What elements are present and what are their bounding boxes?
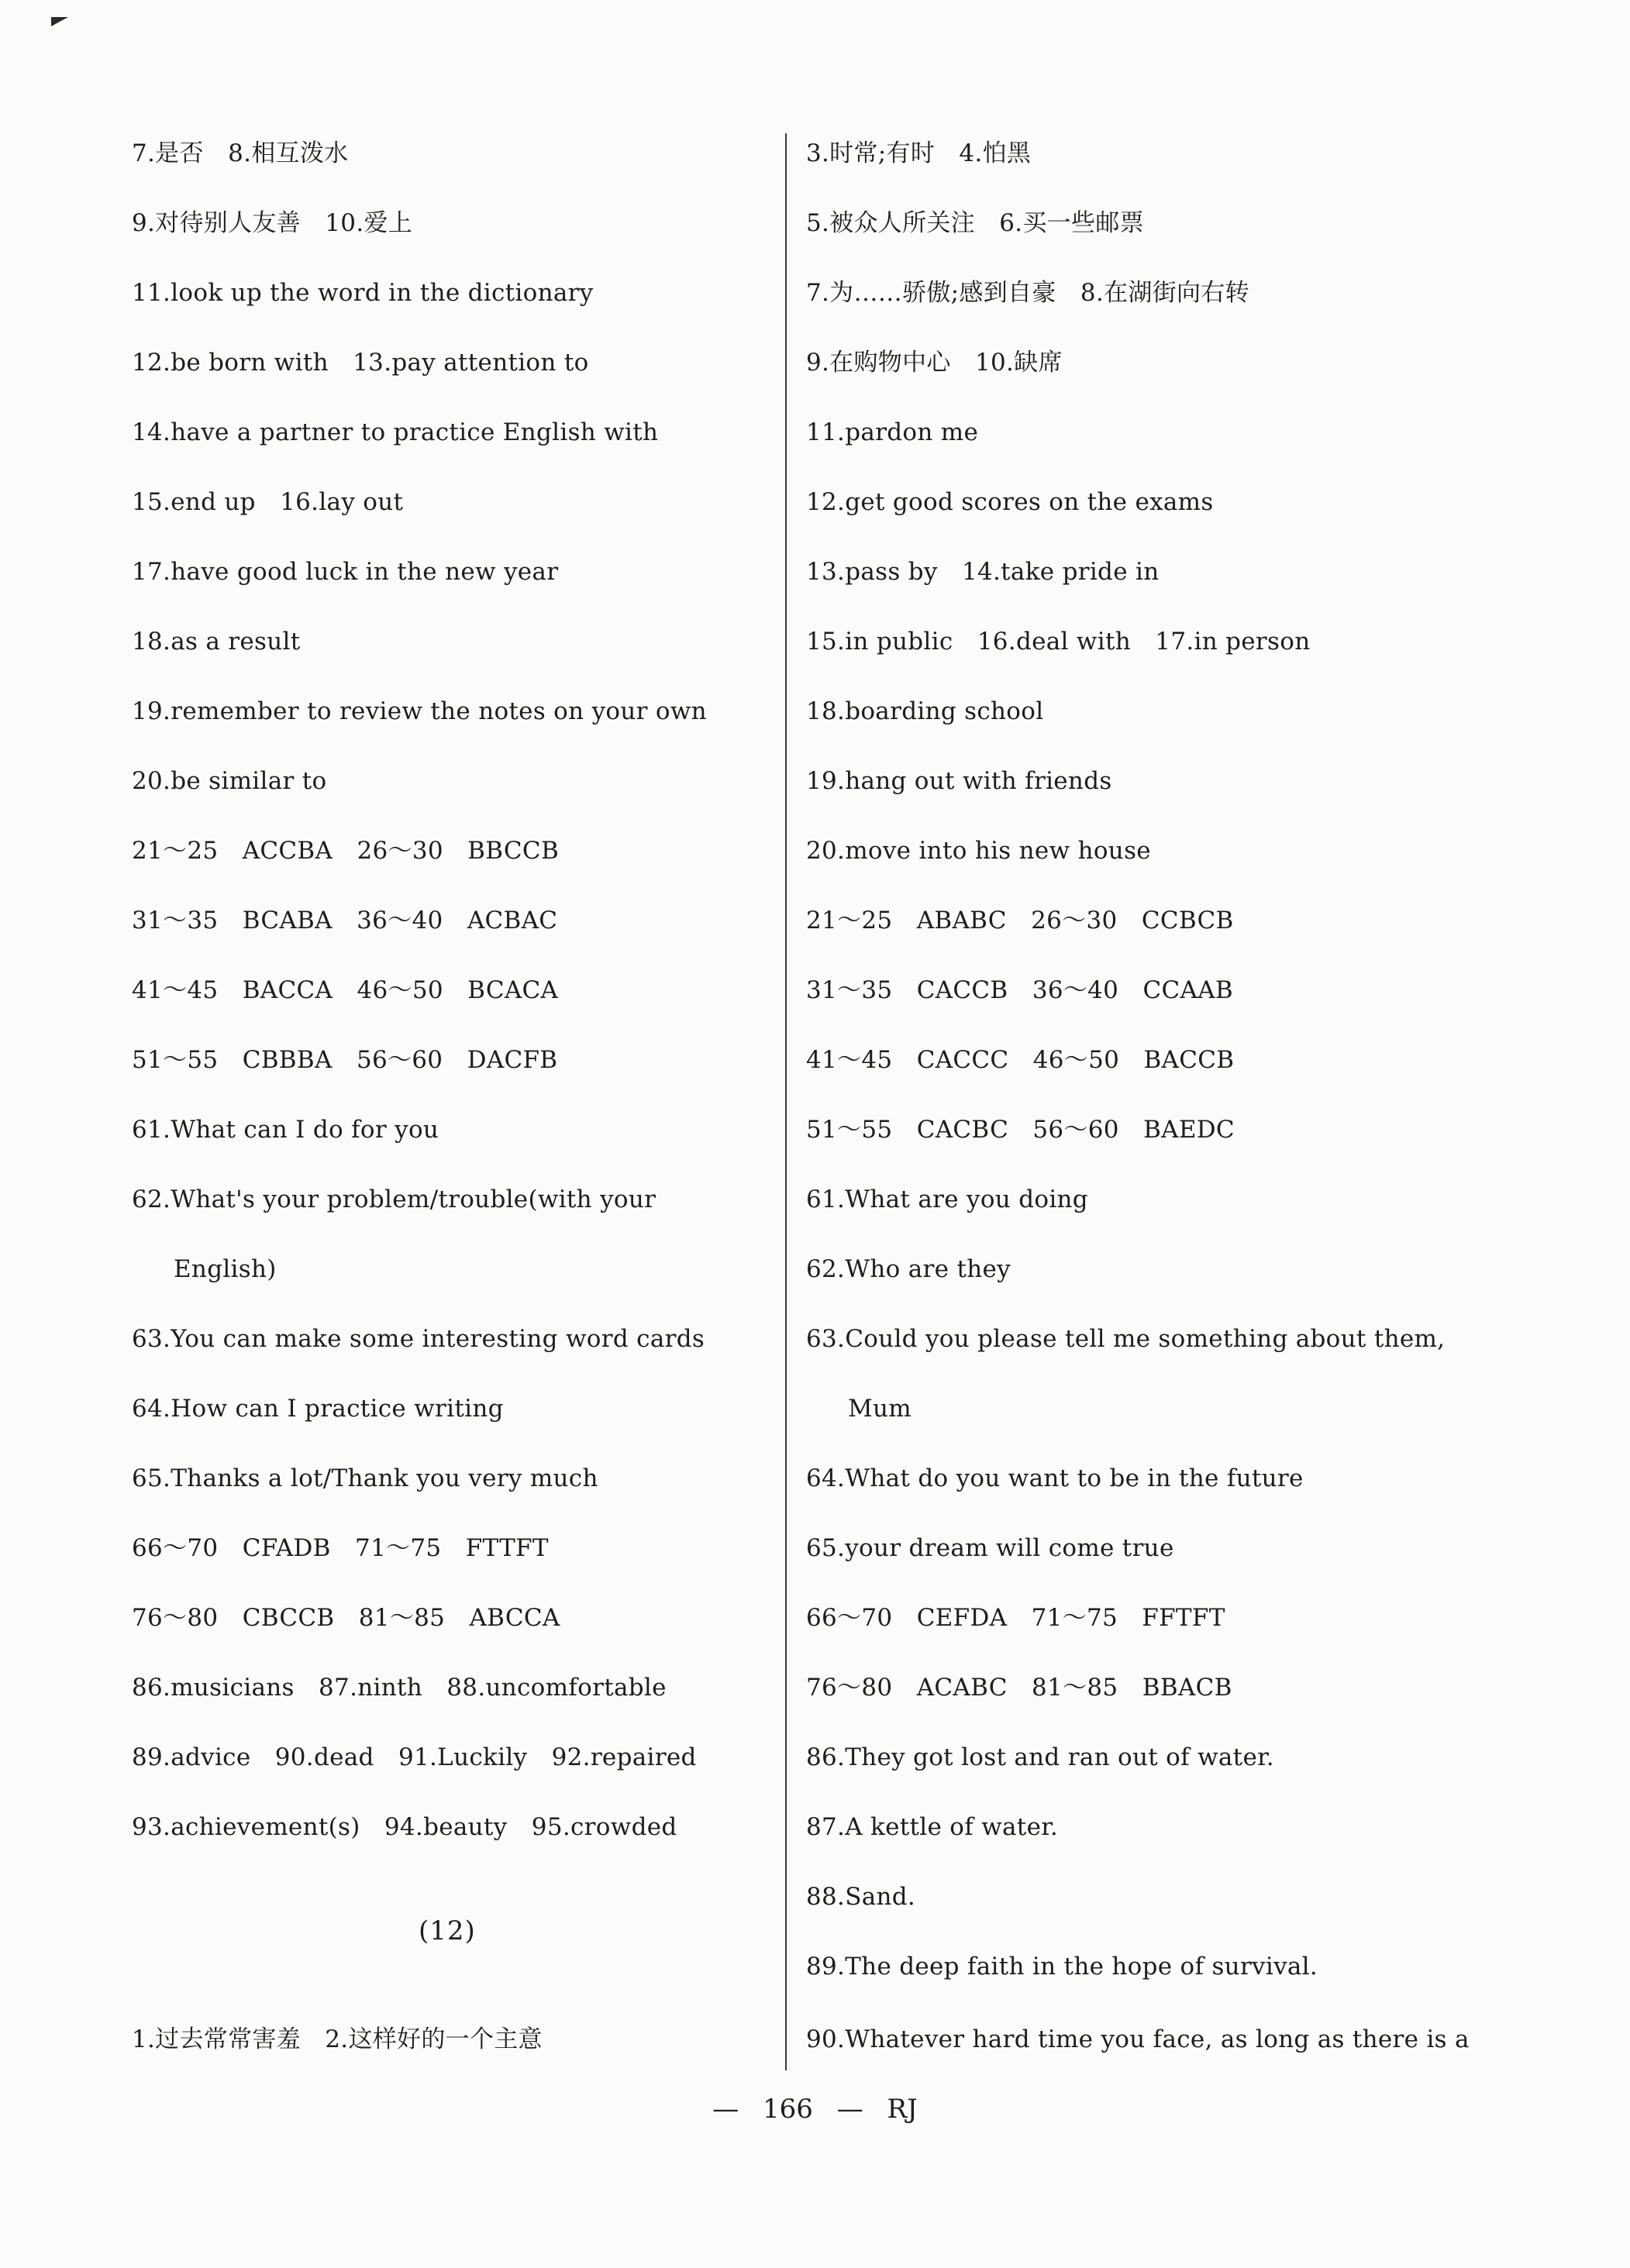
answer-line: 51～55 CBBBA 56～60 DACFB: [132, 1046, 558, 1074]
answer-line: 62.What's your problem/trouble(with your: [132, 1186, 656, 1213]
answer-line: 51～55 CACBC 56～60 BAEDC: [806, 1116, 1235, 1144]
answer-line: 15.end up 16.lay out: [132, 488, 404, 516]
answer-line: 65.Thanks a lot/Thank you very much: [132, 1464, 598, 1492]
answer-line: 65.your dream will come true: [806, 1534, 1174, 1562]
edition-mark: RJ: [887, 2094, 918, 2125]
answer-line: 21～25 ABABC 26～30 CCBCB: [806, 907, 1234, 934]
answer-line: 20.move into his new house: [806, 837, 1151, 865]
answer-line: 9.对待别人友善 10.爱上: [132, 209, 413, 237]
answer-line: 7.是否 8.相互泼水: [132, 139, 349, 167]
answer-line: 19.remember to review the notes on your own: [132, 697, 707, 725]
answer-line: 61.What can I do for you: [132, 1116, 439, 1144]
left-answer-column: [132, 0, 775, 2092]
answer-line: 41～45 CACCC 46～50 BACCB: [806, 1046, 1235, 1074]
answer-line: 88.Sand.: [806, 1883, 916, 1911]
section-title: (12): [419, 1915, 476, 1946]
answer-line: 31～35 BCABA 36～40 ACBAC: [132, 907, 558, 934]
answer-line: 86.They got lost and ran out of water.: [806, 1743, 1274, 1771]
answer-line: 11.look up the word in the dictionary: [132, 279, 594, 307]
answer-line: 11.pardon me: [806, 418, 979, 446]
answer-line: 3.时常;有时 4.怕黑: [806, 139, 1032, 167]
answer-line: 66～70 CEFDA 71～75 FFTFT: [806, 1604, 1225, 1632]
answer-line: 76～80 ACABC 81～85 BBACB: [806, 1674, 1232, 1702]
answer-line: 18.as a result: [132, 628, 301, 656]
answer-line: 66～70 CFADB 71～75 FTTFT: [132, 1534, 549, 1562]
footer-dash-left: —: [712, 2094, 739, 2125]
answer-line: 87.A kettle of water.: [806, 1813, 1059, 1841]
answer-line: 62.Who are they: [806, 1255, 1011, 1283]
answer-line: 18.boarding school: [806, 697, 1044, 725]
answer-line: 63.You can make some interesting word cards: [132, 1325, 705, 1353]
answer-line: 13.pass by 14.take pride in: [806, 558, 1160, 586]
answer-line: English): [174, 1255, 277, 1283]
footer-dash-right: —: [836, 2094, 863, 2125]
answer-line: 63.Could you please tell me something about them,: [806, 1325, 1446, 1353]
corner-mark: [51, 17, 68, 26]
answer-line: 15.in public 16.deal with 17.in person: [806, 628, 1311, 656]
answer-line: 1.过去常常害羞 2.这样好的一个主意: [132, 2025, 543, 2053]
answer-line: 21～25 ACCBA 26～30 BBCCB: [132, 837, 560, 865]
answer-line: 14.have a partner to practice English with: [132, 418, 659, 446]
answer-line: 5.被众人所关注 6.买一些邮票: [806, 209, 1144, 237]
answer-line: 12.get good scores on the exams: [806, 488, 1214, 516]
answer-line: 61.What are you doing: [806, 1186, 1088, 1213]
answer-line: 64.How can I practice writing: [132, 1395, 504, 1423]
answer-line: 64.What do you want to be in the future: [806, 1464, 1304, 1492]
answer-line: 41～45 BACCA 46～50 BCACA: [132, 976, 559, 1004]
answer-line: 86.musicians 87.ninth 88.uncomfortable: [132, 1674, 667, 1702]
answer-line: 31～35 CACCB 36～40 CCAAB: [806, 976, 1234, 1004]
page-number: 166: [763, 2094, 813, 2125]
answer-line: 93.achievement(s) 94.beauty 95.crowded: [132, 1813, 677, 1841]
column-divider: [785, 133, 787, 2070]
answer-line: 90.Whatever hard time you face, as long as there is a: [806, 2025, 1470, 2053]
page-footer: [0, 2092, 1630, 2126]
answer-line: 12.be born with 13.pay attention to: [132, 349, 589, 377]
answer-line: 76～80 CBCCB 81～85 ABCCA: [132, 1604, 560, 1632]
answer-line: 7.为……骄傲;感到自豪 8.在湖街向右转: [806, 279, 1249, 307]
answer-line: 17.have good luck in the new year: [132, 558, 559, 586]
right-answer-column: [806, 0, 1488, 2092]
answer-line: 89.advice 90.dead 91.Luckily 92.repaired: [132, 1743, 697, 1771]
answer-line: 20.be similar to: [132, 767, 327, 795]
answer-line: Mum: [848, 1395, 912, 1423]
answer-line: 89.The deep faith in the hope of survival.: [806, 1953, 1318, 1981]
answer-line: 9.在购物中心 10.缺席: [806, 349, 1063, 377]
answer-line: 19.hang out with friends: [806, 767, 1112, 795]
